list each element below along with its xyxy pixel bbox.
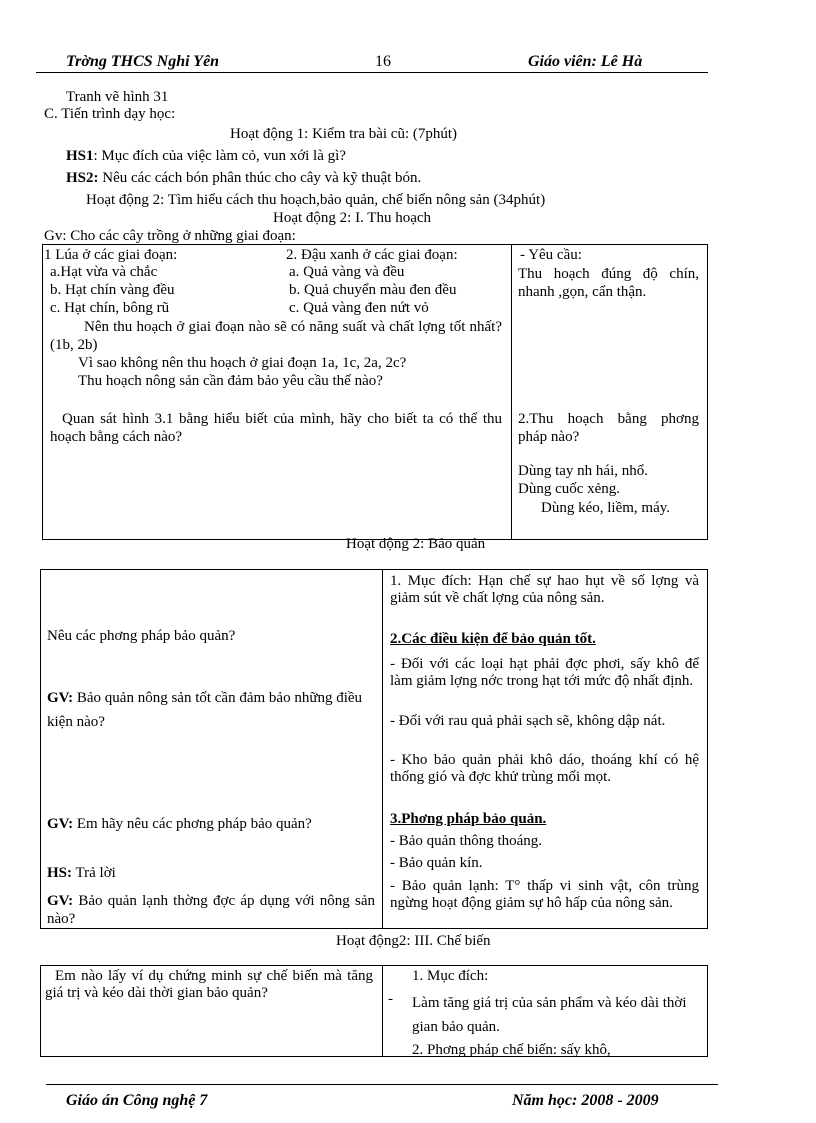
bean-stage-a: a. Quả vàng và đều [289, 264, 405, 280]
activity2-title: Hoạt động 2: Tìm hiểu cách thu hoạch,bảo quản, chế biến nông sản (34phút) [86, 192, 546, 208]
requirement-head: - Yêu cầu: [520, 247, 582, 263]
storage-q-cold-text: Bảo quản lạnh thờng đợc áp dụng với nông sản nào? [47, 893, 375, 927]
hs2-label: HS2: [66, 170, 99, 186]
page-number: 16 [375, 53, 391, 70]
gv-label-2: GV: [47, 816, 74, 832]
footer-subject: Giáo án Công nghệ 7 [66, 1092, 208, 1109]
processing-question: Em nào lấy ví dụ chứng minh sự chế biến mà tăng giá trị và kéo dài thời gian bảo quản? [45, 968, 373, 1001]
method-head: 2.Thu hoạch bằng phơng pháp nào? [518, 411, 699, 445]
storage-method-open: - Bảo quản thông thoáng. [390, 833, 543, 849]
question-why-not: Vì sao không nên thu hoạch ở giai đoạn 1a, 1c, 2a, 2c? [78, 355, 407, 371]
storage-condition-veg: - Đối với rau quả phải sạch sẽ, không dập nát. [390, 713, 666, 729]
processing-methods: 2. Phơng pháp chế biến: sấy khô, [412, 1042, 611, 1058]
section-c-text: C. Tiến trình dạy học: [44, 106, 176, 122]
hs2-text: Nêu các cách bón phân thúc cho cây và kỹ thuật bón. [98, 170, 422, 186]
hs1-question [66, 148, 346, 165]
storage-condition-grain: - Đối với các loại hạt phải đợc phơi, sấy khô để làm giảm lợng nớc trong hạt tới mức độ nhất định. [390, 656, 699, 689]
hs2-question [66, 170, 421, 187]
requirement-text: Thu hoạch đúng độ chín, nhanh ,gọn, cẩn thận. [518, 266, 699, 300]
question-requirements: Thu hoạch nông sản cần đảm bảo yêu cầu thế nào? [78, 373, 383, 389]
question-best-stage: Nên thu hoạch ở giai đoạn nào sẽ có năng suất và chất lợng tốt nhất? (1b, 2b) [50, 319, 502, 353]
harvest-table-divider [511, 244, 512, 540]
rice-stage-b: b. Hạt chín vàng đều [50, 282, 175, 298]
storage-q-cold [47, 892, 375, 928]
storage-q-list [47, 813, 367, 835]
storage-method-cold: - Bảo quản lạnh: T° thấp vi sinh vật, côn trùng ngừng hoạt động giảm sự hô hấp của nông sản. [390, 878, 699, 911]
storage-conditions-head: 2.Các điều kiện để bảo quản tốt. [390, 631, 596, 647]
processing-purpose-text: Làm tăng giá trị của sản phẩm và kéo dài thời gian bảo quản. [412, 995, 687, 1035]
footer-rule [46, 1084, 718, 1085]
hs1-label: HS1 [66, 148, 94, 164]
storage-q-conditions-text: Bảo quản nông sản tốt cần đảm bảo những điều kiện nào? [47, 690, 363, 730]
storage-q-conditions [47, 686, 367, 734]
method-hoe: Dùng cuốc xẻng. [518, 481, 621, 497]
question-harvest-method: Quan sát hình 3.1 bằng hiểu biết của mình, hãy cho biết ta có thể thu hoạch bằng cách nào? [50, 411, 502, 445]
footer-year: Năm học: 2008 - 2009 [512, 1092, 659, 1109]
storage-condition-warehouse: - Kho bảo quản phải khô dáo, thoáng khí có hệ thống gió và đợc khử trùng mối mọt. [390, 752, 699, 785]
processing-purpose-head: 1. Mục đích: [412, 968, 489, 984]
processing-dash: - [388, 991, 393, 1007]
method-tools: Dùng kéo, liềm, máy. [541, 500, 671, 516]
picture-note: Tranh vẽ hình 31 [66, 89, 169, 105]
rice-stage-a: a.Hạt vừa và chắc [50, 264, 158, 280]
storage-purpose-text: : Hạn chế sự hao hụt về số lợng và giảm sút về chất lợng của nông sản. [390, 573, 699, 606]
bean-stage-b: b. Quả chuyển màu đen đều [289, 282, 457, 298]
school-name: Trờng THCS Nghi Yên [66, 53, 220, 70]
gv-label-1: GV: [47, 690, 74, 706]
storage-q-list-text: Em hãy nêu các phơng pháp bảo quản? [73, 816, 312, 832]
header-rule [36, 72, 708, 73]
processing-table-divider [382, 965, 383, 1057]
storage-q-methods: Nêu các phơng pháp bảo quản? [47, 628, 236, 644]
hs-answer-text: Trả lời [72, 865, 116, 881]
storage-purpose-label: 1. Mục đích [390, 573, 468, 589]
rice-stages-head: 1 Lúa ở các giai đoạn: [44, 247, 178, 263]
storage-method-sealed: - Bảo quản kín. [390, 855, 483, 871]
activity1-title: Hoạt động 1: Kiểm tra bài cũ: (7phút) [230, 126, 458, 142]
storage-methods-head: 3.Phơng pháp bảo quản. [390, 811, 547, 827]
storage-purpose [390, 573, 699, 607]
storage-table [40, 569, 708, 929]
teacher-name: Giáo viên: Lê Hà [528, 53, 643, 70]
gv-label-3: GV: [47, 893, 74, 909]
gv-intro: Gv: Cho các cây trồng ở những giai đoạn: [44, 228, 296, 244]
hs1-text: : Mục đích của việc làm cỏ, vun xới là gì? [93, 148, 346, 164]
section-c-title [44, 106, 175, 123]
method-hand: Dùng tay nh hái, nhổ. [518, 463, 648, 479]
storage-title: Hoạt động 2: Bảo quản [346, 536, 486, 552]
processing-title: Hoạt động2: III. Chế biến [336, 933, 491, 949]
bean-stage-c: c. Quả vàng đen nứt vỏ [289, 300, 429, 316]
bean-stages-head: 2. Đậu xanh ở các giai đoạn: [286, 247, 458, 263]
activity2-subtitle: Hoạt động 2: I. Thu hoạch [273, 210, 432, 226]
hs-label: HS: [47, 865, 73, 881]
hs-answer [47, 865, 116, 882]
rice-stage-c: c. Hạt chín, bông rũ [50, 300, 170, 316]
storage-table-divider [382, 569, 383, 929]
